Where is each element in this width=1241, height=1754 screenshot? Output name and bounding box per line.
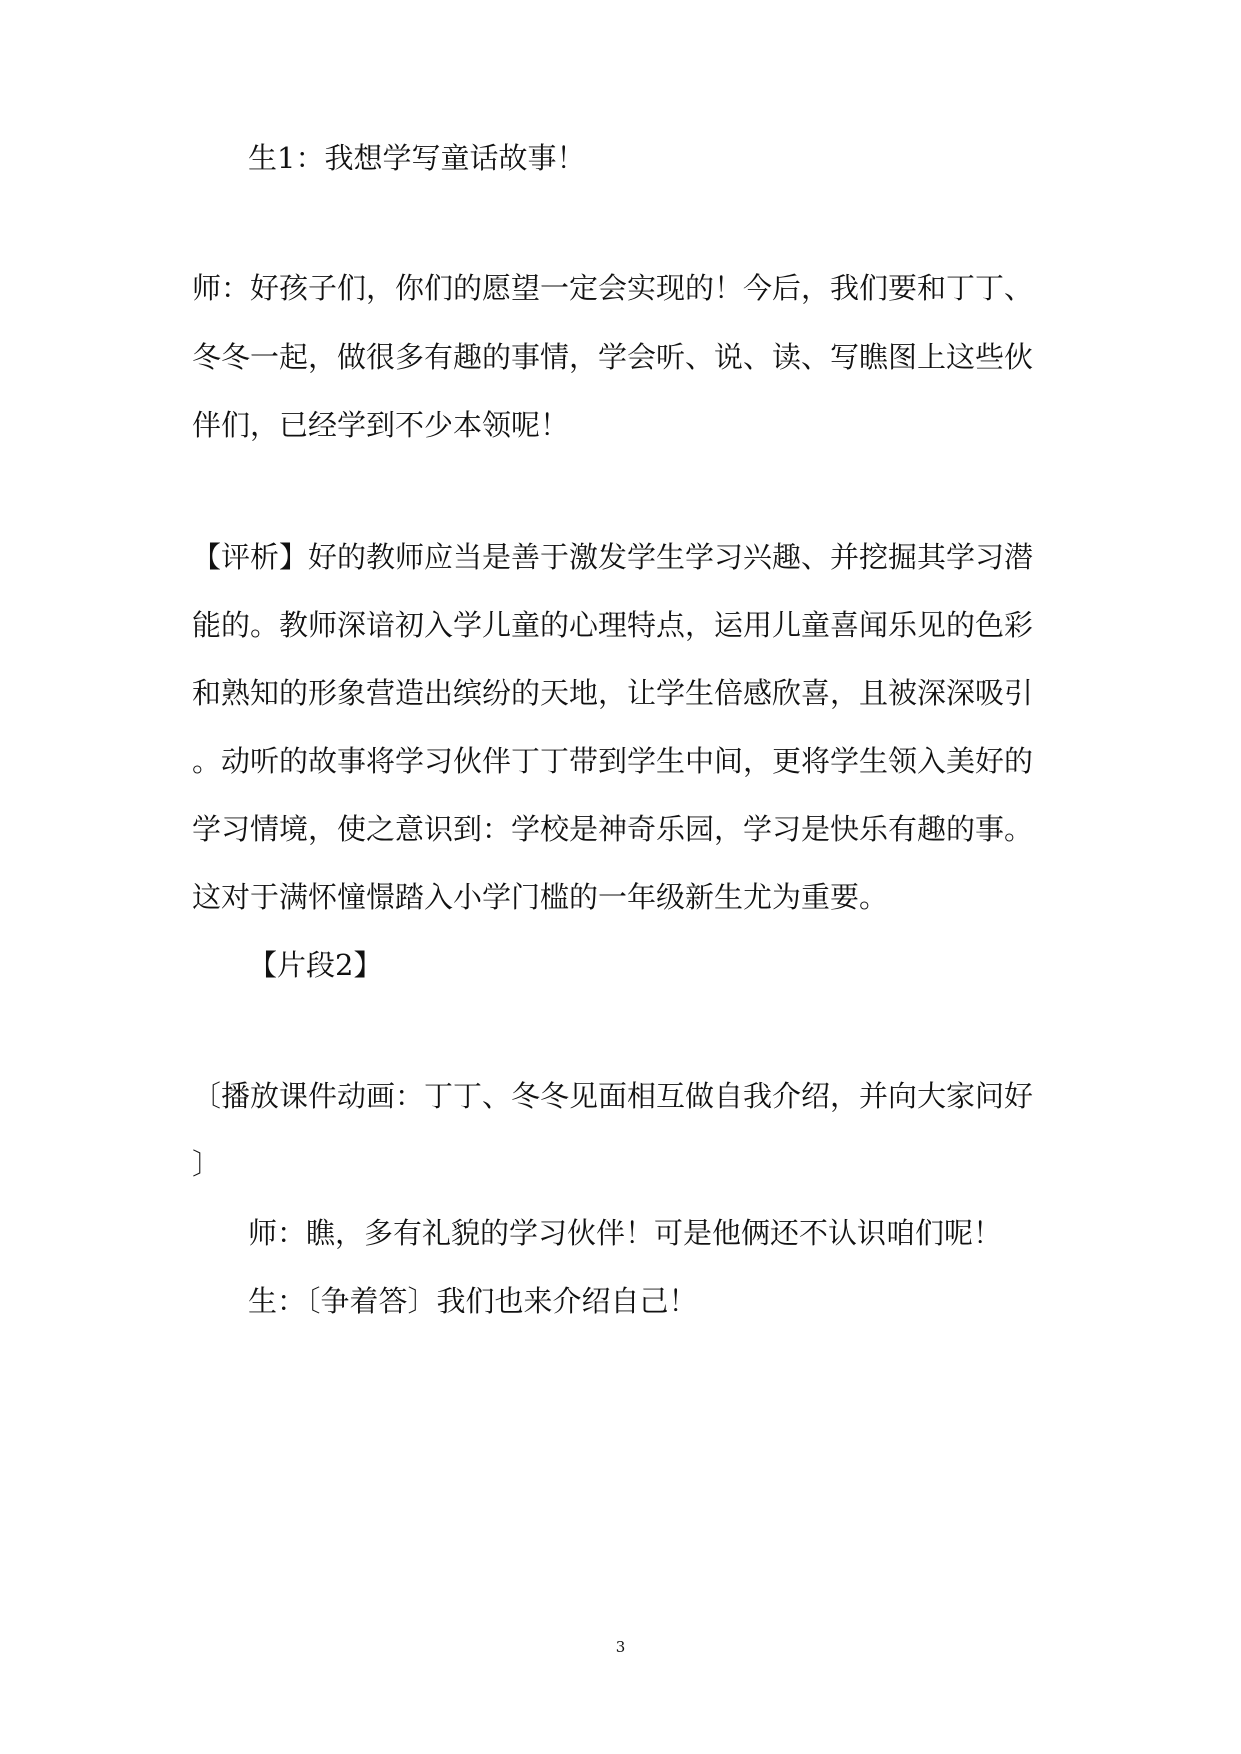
paragraph-line: 。动听的故事将学习伙伴丁丁带到学生中间，更将学生领入美好的 (192, 744, 1034, 778)
paragraph-line: 〕 (192, 1147, 222, 1181)
paragraph-line: 冬冬一起，做很多有趣的事情，学会听、说、读、写瞧图上这些伙 (192, 340, 1034, 374)
paragraph-line: 生：〔争着答〕我们也来介绍自己！ (248, 1284, 698, 1318)
paragraph-line: 【评析】好的教师应当是善于激发学生学习兴趣、并挖掘其学习潜 (192, 540, 1034, 574)
paragraph-line: 能的。教师深谙初入学儿童的心理特点，运用儿童喜闻乐见的色彩 (192, 608, 1034, 642)
paragraph-line: 这对于满怀憧憬踏入小学门槛的一年级新生尤为重要。 (192, 880, 889, 914)
paragraph-line: 学习情境，使之意识到：学校是神奇乐园，学习是快乐有趣的事。 (192, 812, 1034, 846)
paragraph-line: 师：好孩子们，你们的愿望一定会实现的！今后，我们要和丁丁、 (192, 271, 1034, 305)
paragraph-line: 生1：我想学写童话故事！ (248, 141, 586, 175)
paragraph-line: 伴们，已经学到不少本领呢！ (192, 408, 570, 442)
section-heading: 【片段2】 (248, 948, 383, 982)
paragraph-line: 师：瞧，多有礼貌的学习伙伴！可是他俩还不认识咱们呢！ (248, 1216, 1003, 1250)
paragraph-line: 和熟知的形象营造出缤纷的天地，让学生倍感欣喜，且被深深吸引 (192, 676, 1034, 710)
paragraph-line: 〔播放课件动画：丁丁、冬冬见面相互做自我介绍，并向大家问好 (192, 1079, 1034, 1113)
page-number: 3 (615, 1638, 626, 1656)
